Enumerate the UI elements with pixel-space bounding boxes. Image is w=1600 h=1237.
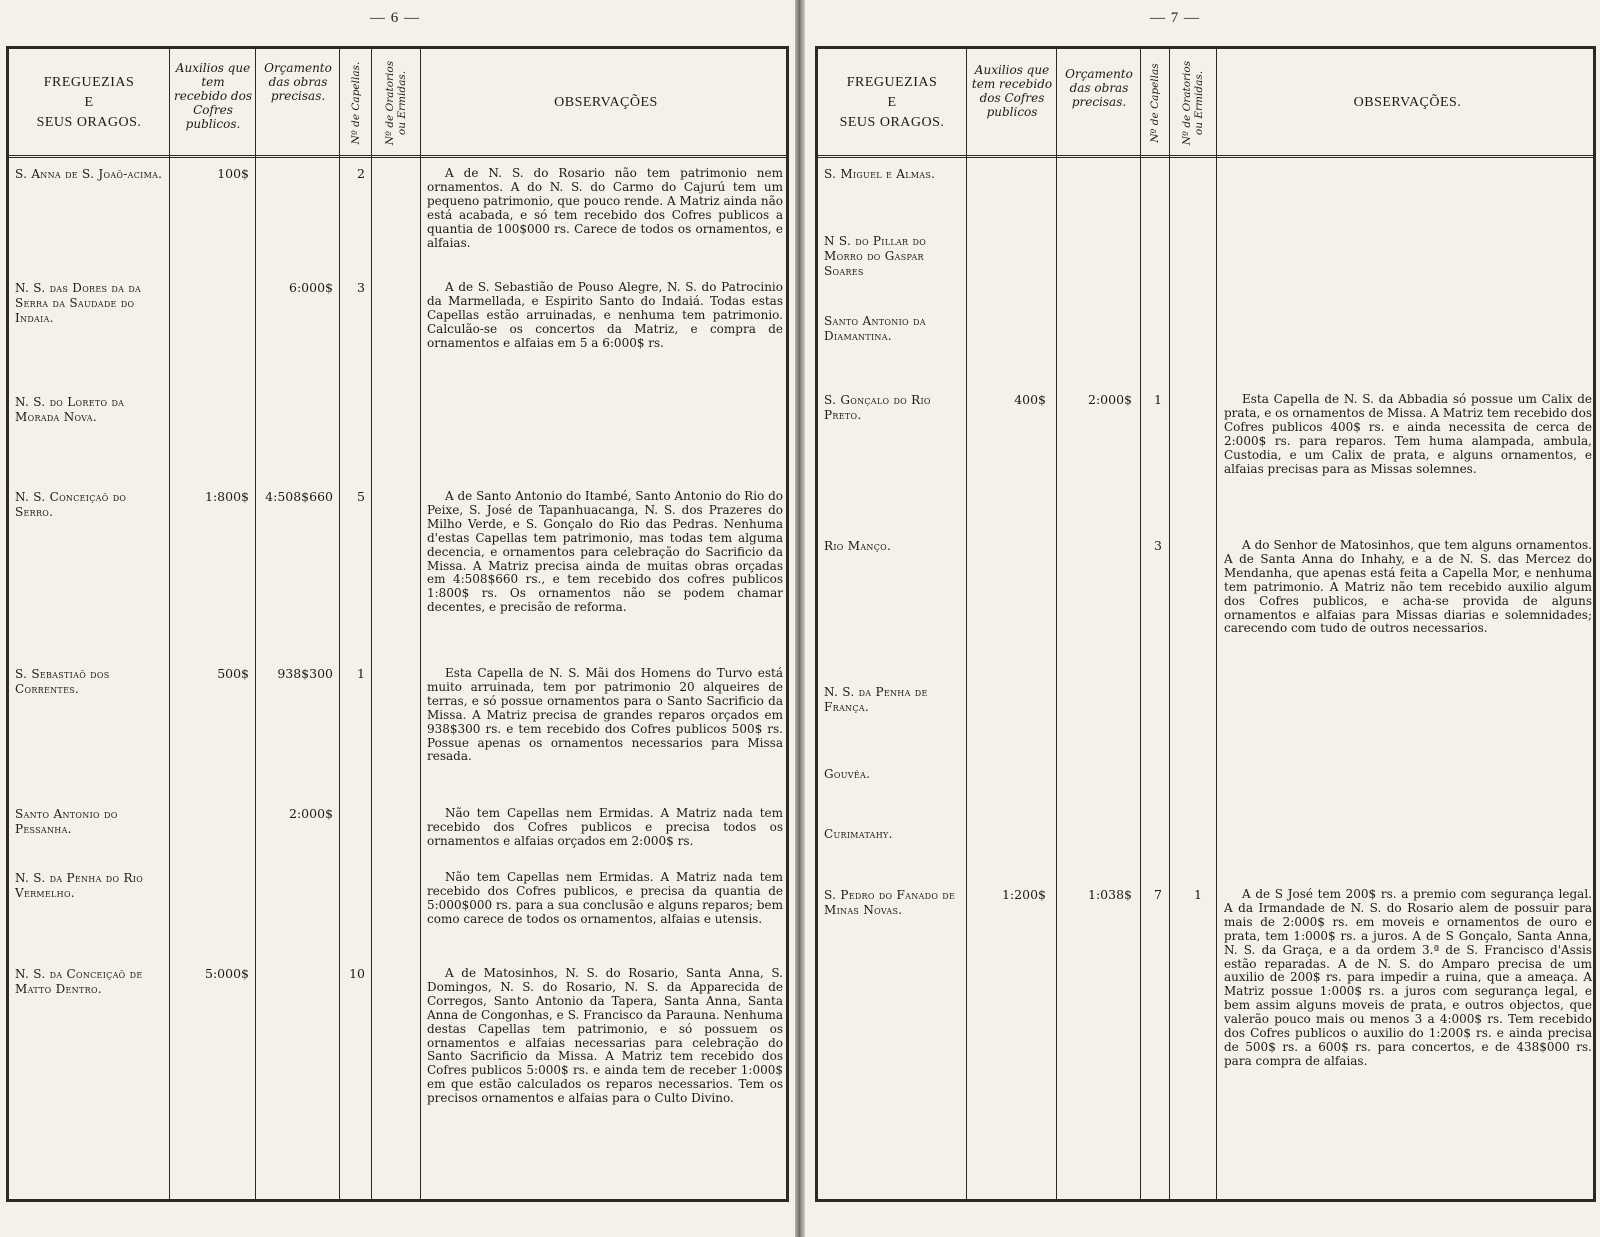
observacao-text: Não tem Capellas nem Ermidas. A Matriz nada tem recebido dos Cofres publicos, e precisa da quantia de 5:000$000 rs. para a sua conclusão e alguns reparos; bem como carece de todos os ornamentos, alfaias e utensis. bbox=[427, 870, 783, 926]
freguezia-name: N. S. Conceiçaõ do Serro. bbox=[15, 490, 127, 519]
auxilios-value: 5:000$ bbox=[205, 966, 249, 981]
freguezia-name: Gouvêa. bbox=[824, 767, 871, 781]
observacao-text: A de S José tem 200$ rs. a premio com segurança legal. A da Irmandade de N. S. do Rosario alem de possuir para mais de 2:000$ rs. em moveis e ornamentos de ouro e prata, tem 1:000$ rs. a juros. A de S Gonçalo, Santa Anna, N. S. da Graça, e a da ordem 3.ª de S. Francisco d'Assis estão reparadas. A de N. S. do Amparo precisa de um auxilio de 200$ rs. para impedir a ruina, que a ameaça. A Matriz possue 1:000$ rs. a juros com segurança legal, e bem assim alguns moveis de prata, e outros objectos, que valerão pouco mais ou menos 3 a 4:000$ rs. Tem recebido dos Cofres publicos o auxilio do 1:200$ rs. e ainda precisa de 500$ rs. a 600$ rs. para concertos, e de 438$000 rs. para compra de alfaias. bbox=[1224, 887, 1592, 1068]
observacao-text: A de N. S. do Rosario não tem patrimonio nem ornamentos. A do N. S. do Carmo do Cajurú tem um pequeno patrimonio, que pouco rende. A Matriz ainda não está acabada, e só tem recebido dos Cofres publicos a quantia de 100$000 rs. Carece de todos os ornamentos, e alfaias. bbox=[427, 166, 783, 250]
freguezia-name: S. Anna de S. Joaõ-acima. bbox=[15, 167, 163, 181]
page-right bbox=[805, 0, 1600, 1237]
page-number: — 6 — bbox=[370, 10, 420, 26]
freguezia-name: N. S. da Penha do Rio Vermelho. bbox=[15, 871, 144, 900]
observacao-text: Não tem Capellas nem Ermidas. A Matriz nada tem recebido dos Cofres publicos e precisa todos os ornamentos e alfaias orçados em 2:000$ rs. bbox=[427, 806, 783, 848]
header-oratorios: Nº de Oratorios ou Ermidas. bbox=[384, 60, 408, 146]
freguezia-name: N. S. das Dores da da Serra da Saudade do Indaia. bbox=[15, 281, 142, 325]
orcamento-value: 1:038$ bbox=[1088, 887, 1132, 902]
capellas-value: 7 bbox=[1154, 887, 1162, 902]
capellas-value: 3 bbox=[1154, 538, 1162, 553]
orcamento-value: 2:000$ bbox=[289, 806, 333, 821]
auxilios-value: 1:800$ bbox=[205, 489, 249, 504]
header-capellas: Nº de Capellas. bbox=[349, 61, 362, 145]
page-number: — 7 — bbox=[1150, 10, 1200, 26]
freguezia-name: N. S. da Penha de França. bbox=[824, 685, 928, 714]
capellas-value: 3 bbox=[357, 280, 365, 295]
auxilios-value: 1:200$ bbox=[1002, 887, 1046, 902]
freguezia-name: N. S. do Loreto da Morada Nova. bbox=[15, 395, 125, 424]
observacao-text: A de S. Sebastião de Pouso Alegre, N. S. do Patrocinio da Marmellada, e Espirito Santo do Indaiá. Todas estas Capellas estão arruinadas, e nenhuma tem patrimonio. Calculão-se os concertos da Matriz, e compra de ornamentos e alfaias em 5 a 6:000$ rs. bbox=[427, 280, 783, 350]
freguezia-name: Curimatahy. bbox=[824, 827, 893, 841]
table-left bbox=[6, 46, 789, 1202]
auxilios-value: 100$ bbox=[217, 166, 249, 181]
oratorios-value: 1 bbox=[1194, 887, 1202, 902]
freguezia-name: N S. do Pillar do Morro do Gaspar Soares bbox=[824, 234, 927, 278]
freguezia-name: N. S. da Conceiçaõ de Matto Dentro. bbox=[15, 967, 143, 996]
observacao-text: A de Santo Antonio do Itambé, Santo Antonio do Rio do Peixe, S. José de Tapanhuacanga, N. S. dos Prazeres do Milho Verde, e S. Gonçalo do Rio das Pedras. Nenhuma d'estas Capellas tem patrimonio, mas todas tem alguma decencia, e ornamentos para celebração do Sacrificio da Missa. A Matriz precisa ainda de muitas obras orçadas em 4:508$660 rs., e tem recebido dos cofres publicos 1:800$ rs. Os ornamentos não se podem chamar decentes, e precisão de reforma. bbox=[427, 489, 783, 615]
capellas-value: 1 bbox=[357, 666, 365, 681]
header-auxilios: Auxilios que tem recebido dos Cofres publicos bbox=[971, 63, 1053, 119]
freguezia-name: Rio Manço. bbox=[824, 539, 892, 553]
freguezia-name: S. Miguel e Almas. bbox=[824, 167, 936, 181]
orcamento-value: 4:508$660 bbox=[265, 489, 333, 504]
orcamento-value: 6:000$ bbox=[289, 280, 333, 295]
observacao-text: Esta Capella de N. S. da Abbadia só possue um Calix de prata, e os ornamentos de Missa. A Matriz tem recebido dos Cofres publicos 400$ rs. e ainda necessita de cerca de 2:000$ rs. para reparos. Tem huma alampada, ambula, Custodia, e um Calix de prata, e alguns ornamentos, e alfaias precisas para as Missas solemnes. bbox=[1224, 392, 1592, 476]
freguezia-name: Santo Antonio da Diamantina. bbox=[824, 314, 926, 343]
capellas-value: 2 bbox=[357, 166, 365, 181]
observacao-text: Esta Capella de N. S. Mãi dos Homens do Turvo está muito arruinada, tem por patrimonio 20 alqueires de terras, e só possue ornamentos para o Santo Sacrificio da Missa. A Matriz precisa de grandes reparos orçados em 938$300 rs. e tem recebido dos Cofres publicos 500$ rs. Possue apenas os ornamentos necessarios para Missa resada. bbox=[427, 666, 783, 764]
capellas-value: 5 bbox=[357, 489, 365, 504]
header-observacoes: OBSERVAÇÕES. bbox=[1353, 95, 1462, 110]
header-freguezias: FREGUEZIAS E SEUS ORAGOS. bbox=[36, 75, 142, 130]
header-orcamento: Orçamento das obras precisas. bbox=[1065, 67, 1133, 109]
orcamento-value: 2:000$ bbox=[1088, 392, 1132, 407]
table-right bbox=[815, 46, 1596, 1202]
header-oratorios: Nº de Oratorios ou Ermidas. bbox=[1181, 60, 1205, 146]
freguezia-name: S. Gonçalo do Rio Preto. bbox=[824, 393, 931, 422]
header-observacoes: OBSERVAÇÕES bbox=[554, 95, 658, 110]
header-freguezias: FREGUEZIAS E SEUS ORAGOS. bbox=[839, 75, 945, 130]
header-orcamento: Orçamento das obras precisas. bbox=[264, 61, 332, 103]
freguezia-name: S. Pedro do Fanado de Minas Novas. bbox=[824, 888, 956, 917]
header-capellas: Nº de Capellas bbox=[1149, 63, 1161, 143]
capellas-value: 1 bbox=[1154, 392, 1162, 407]
auxilios-value: 500$ bbox=[217, 666, 249, 681]
freguezia-name: S. Sebastiaõ dos Correntes. bbox=[15, 667, 110, 696]
header-auxilios: Auxilios que tem recebido dos Cofres publicos. bbox=[174, 61, 252, 131]
auxilios-value: 400$ bbox=[1014, 392, 1046, 407]
page-left bbox=[0, 0, 795, 1237]
observacao-text: A do Senhor de Matosinhos, que tem alguns ornamentos. A de Santa Anna do Inhahy, e a de N. S. das Mercez do Mendanha, que apenas está feita a Capella Mor, e nenhuma tem patrimonio. A Matriz não tem recebido auxilio algum dos Cofres publicos, e acha-se provida de alguns ornamentos e alfaias para Missas diarias e solemnidades; carecendo com tudo de outros necessarios. bbox=[1224, 538, 1592, 636]
observacao-text: A de Matosinhos, N. S. do Rosario, Santa Anna, S. Domingos, N. S. do Rosario, N. S. da Apparecida de Corregos, Santo Antonio da Tapera, Santa Anna, Santa Anna de Congonhas, e S. Francisco da Parauna. Nenhuma destas Capellas tem patrimonio, e só possuem os ornamentos e alfaias necessarias para celebração do Santo Sacrificio da Missa. A Matriz tem recebido dos Cofres publicos 5:000$ rs. e ainda tem de receber 1:000$ em que estão calculados os reparos necessarios. Tem os precisos ornamentos e alfaias para o Culto Divino. bbox=[427, 966, 783, 1106]
capellas-value: 10 bbox=[349, 966, 365, 981]
book-gutter bbox=[795, 0, 805, 1237]
freguezia-name: Santo Antonio do Pessanha. bbox=[15, 807, 118, 836]
orcamento-value: 938$300 bbox=[277, 666, 333, 681]
